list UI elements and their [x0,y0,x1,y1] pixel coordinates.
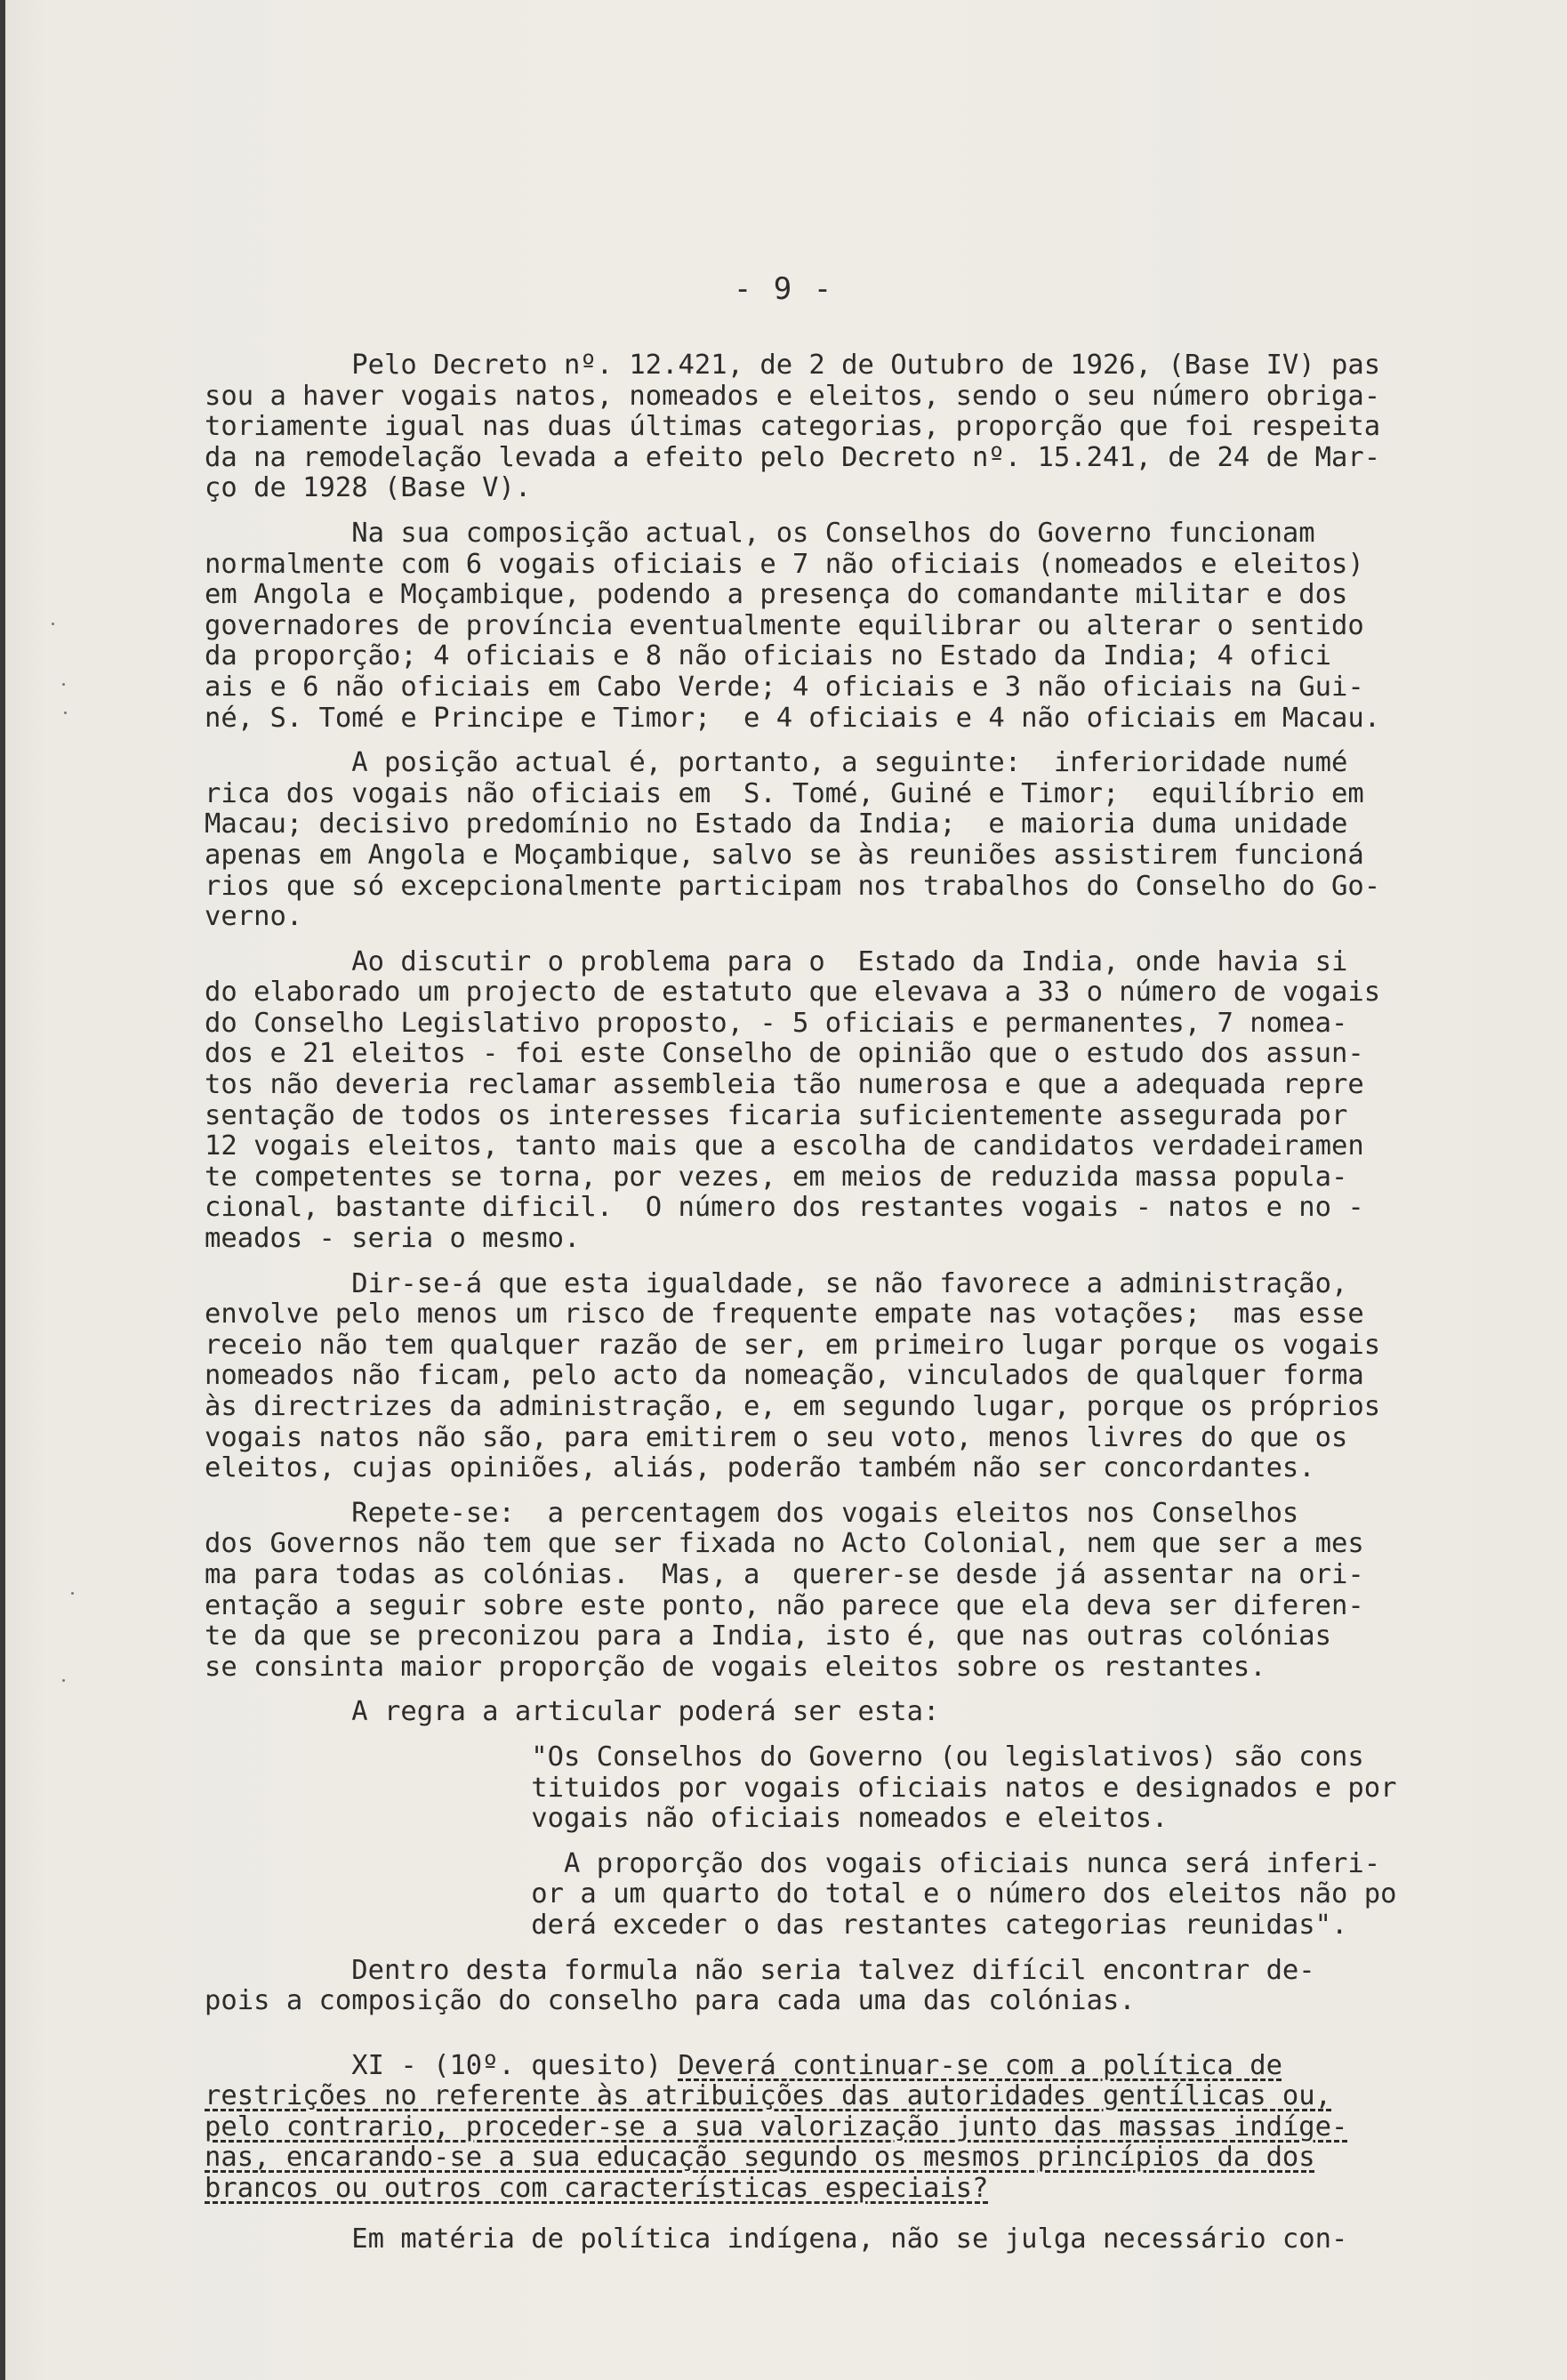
text-line: nomeados não ficam, pelo acto da nomeação, vinculados de qualquer forma [205,1360,1364,1392]
text-line: sentação de todos os interesses ficaria suficientemente assegurada por [205,1099,1348,1131]
question-text: pelo contrario, proceder-se a sua valorização junto das massas indíge- [205,2111,1348,2143]
quote-rule-part-1 [205,1742,1467,1835]
text-line: Dentro desta formula não seria talvez difícil encontrar de- [205,1954,1315,1986]
page-binding-edge [0,0,5,2380]
paragraph-decree [205,350,1467,504]
text-line: te da que se preconizou para a India, isto é, que nas outras colónias [205,1620,1332,1652]
text-line: sou a haver vogais natos, nomeados e eleitos, sendo o seu número obriga- [205,380,1381,412]
text-line: do elaborado um projecto de estatuto que elevava a 33 o número de vogais [205,977,1381,1009]
question-text: nas, encarando-se a sua educação segundo os mesmos princípios da dos [205,2142,1315,2174]
paragraph-repeat [205,1499,1467,1684]
paragraph-indigenous-policy [205,2224,1467,2255]
text-line: da na remodelação levada a efeito pelo Decreto nº. 15.241, de 24 de Mar- [205,441,1381,473]
text-line: Macau; decisivo predomínio no Estado da India; e maioria duma unidade [205,808,1348,840]
paragraph-rule-intro [205,1697,1467,1728]
text-line: pois a composição do conselho para cada uma das colónias. [205,1985,1136,2017]
text-line: entação a seguir sobre este ponto, não parece que ela deva ser diferen- [205,1589,1364,1621]
text-line: cional, bastante dificil. O número dos restantes vogais - natos e no - [205,1192,1364,1224]
text-line: Na sua composição actual, os Conselhos do Governo funcionam [205,517,1315,549]
page-number: - 9 - [733,271,834,307]
text-line: né, S. Tomé e Principe e Timor; e 4 oficiais e 4 não oficiais em Macau. [205,702,1381,734]
question-text: brancos ou outros com características especiais? [205,2173,989,2205]
text-line: verno. [205,901,303,933]
question-line [205,2051,1467,2082]
text-line: 12 vogais eleitos, tanto mais que a escolha de candidatos verdadeiramen [205,1130,1364,1162]
text-line: às directrizes da administração, e, em segundo lugar, porque os próprios [205,1391,1381,1422]
text-line: apenas em Angola e Moçambique, salvo se às reuniões assistirem funcioná [205,839,1364,871]
text-line: A posição actual é, portanto, a seguinte: inferioridade numé [205,747,1348,779]
text-line: toriamente igual nas duas últimas categorias, proporção que foi respeita [205,411,1381,443]
text-line: se consinta maior proporção de vogais eleitos sobre os restantes. [205,1651,1266,1683]
text-line: do Conselho Legislativo proposto, - 5 oficiais e permanentes, 7 nomea- [205,1007,1348,1039]
text-line: te competentes se torna, por vezes, em meios de reduzida massa popula- [205,1161,1348,1193]
text-line: vogais natos não são, para emitirem o seu voto, menos livres do que os [205,1421,1348,1453]
paper-speck [64,712,67,714]
text-line: dos e 21 eleitos - foi este Conselho de opinião que o estudo dos assun- [205,1038,1364,1070]
paper-speck [52,623,54,625]
text-line: receio não tem qualquer razão de ser, em primeiro lugar porque os vogais [205,1329,1381,1361]
question-text: restrições no referente às atribuições das autoridades gentílicas ou, [205,2080,1332,2112]
text-line: derá exceder o das restantes categorias reunidas". [205,1909,1348,1941]
paper-speck [62,1679,65,1682]
text-line: tituidos por vogais oficiais natos e designados e por [205,1772,1397,1804]
quote-rule-part-2 [205,1849,1467,1942]
text-line: Repete-se: a percentagem dos vogais eleitos nos Conselhos [205,1497,1299,1529]
text-line: A proporção dos vogais oficiais nunca será inferi- [205,1847,1381,1879]
text-line: A regra a articular poderá ser esta: [205,1696,940,1728]
text-line: vogais não oficiais nomeados e eleitos. [205,1803,1169,1835]
question-text: Deverá continuar-se com a política de [678,2049,1282,2081]
text-line: governadores de província eventualmente equilibrar ou alterar o sentido [205,609,1364,641]
text-line: "Os Conselhos do Governo (ou legislativos) são cons [205,1741,1364,1773]
text-line: Dir-se-á que esta igualdade, se não favorece a administração, [205,1267,1348,1299]
text-line: dos Governos não tem que ser fixada no Acto Colonial, nem que ser a mes [205,1528,1364,1560]
text-line: rios que só excepcionalmente participam nos trabalhos do Conselho do Go- [205,870,1381,902]
text-line: em Angola e Moçambique, podendo a presença do comandante militar e dos [205,579,1348,611]
text-line: or a um quarto do total e o número dos eleitos não po [205,1878,1397,1910]
text-line: ço de 1928 (Base V). [205,472,532,504]
text-line: Em matéria de política indígena, não se julga necessário con- [205,2223,1348,2255]
text-line: Pelo Decreto nº. 12.421, de 2 de Outubro de 1926, (Base IV) pas [205,350,1381,381]
paper-speck [62,683,65,686]
paragraph-position [205,748,1467,933]
text-line: normalmente com 6 vogais oficiais e 7 não oficiais (nomeados e eleitos) [205,548,1364,580]
question-number: XI - (10º. quesito) [205,2049,679,2081]
paragraph-formula [205,1956,1467,2017]
question-xi [205,2051,1467,2205]
paragraph-india [205,947,1467,1255]
text-line: eleitos, cujas opiniões, aliás, poderão também não ser concordantes. [205,1452,1315,1484]
text-line: rica dos vogais não oficiais em S. Tomé, Guiné e Timor; equilíbrio em [205,777,1364,809]
paragraph-equality [205,1269,1467,1484]
document-body [205,350,1467,2255]
text-line: meados - seria o mesmo. [205,1223,581,1255]
text-line: envolve pelo menos um risco de frequente empate nas votações; mas esse [205,1299,1364,1331]
text-line: Ao discutir o problema para o Estado da India, onde havia si [205,945,1348,977]
text-line: ma para todas as colónias. Mas, a querer-se desde já assentar na ori- [205,1558,1364,1590]
text-line: tos não deveria reclamar assembleia tão numerosa e que a adequada repre [205,1069,1364,1101]
text-line: ais e 6 não oficiais em Cabo Verde; 4 oficiais e 3 não oficiais na Gui- [205,671,1364,703]
paper-speck [71,1592,74,1595]
paragraph-composition [205,519,1467,734]
text-line: da proporção; 4 oficiais e 8 não oficiais no Estado da India; 4 ofici [205,640,1332,672]
